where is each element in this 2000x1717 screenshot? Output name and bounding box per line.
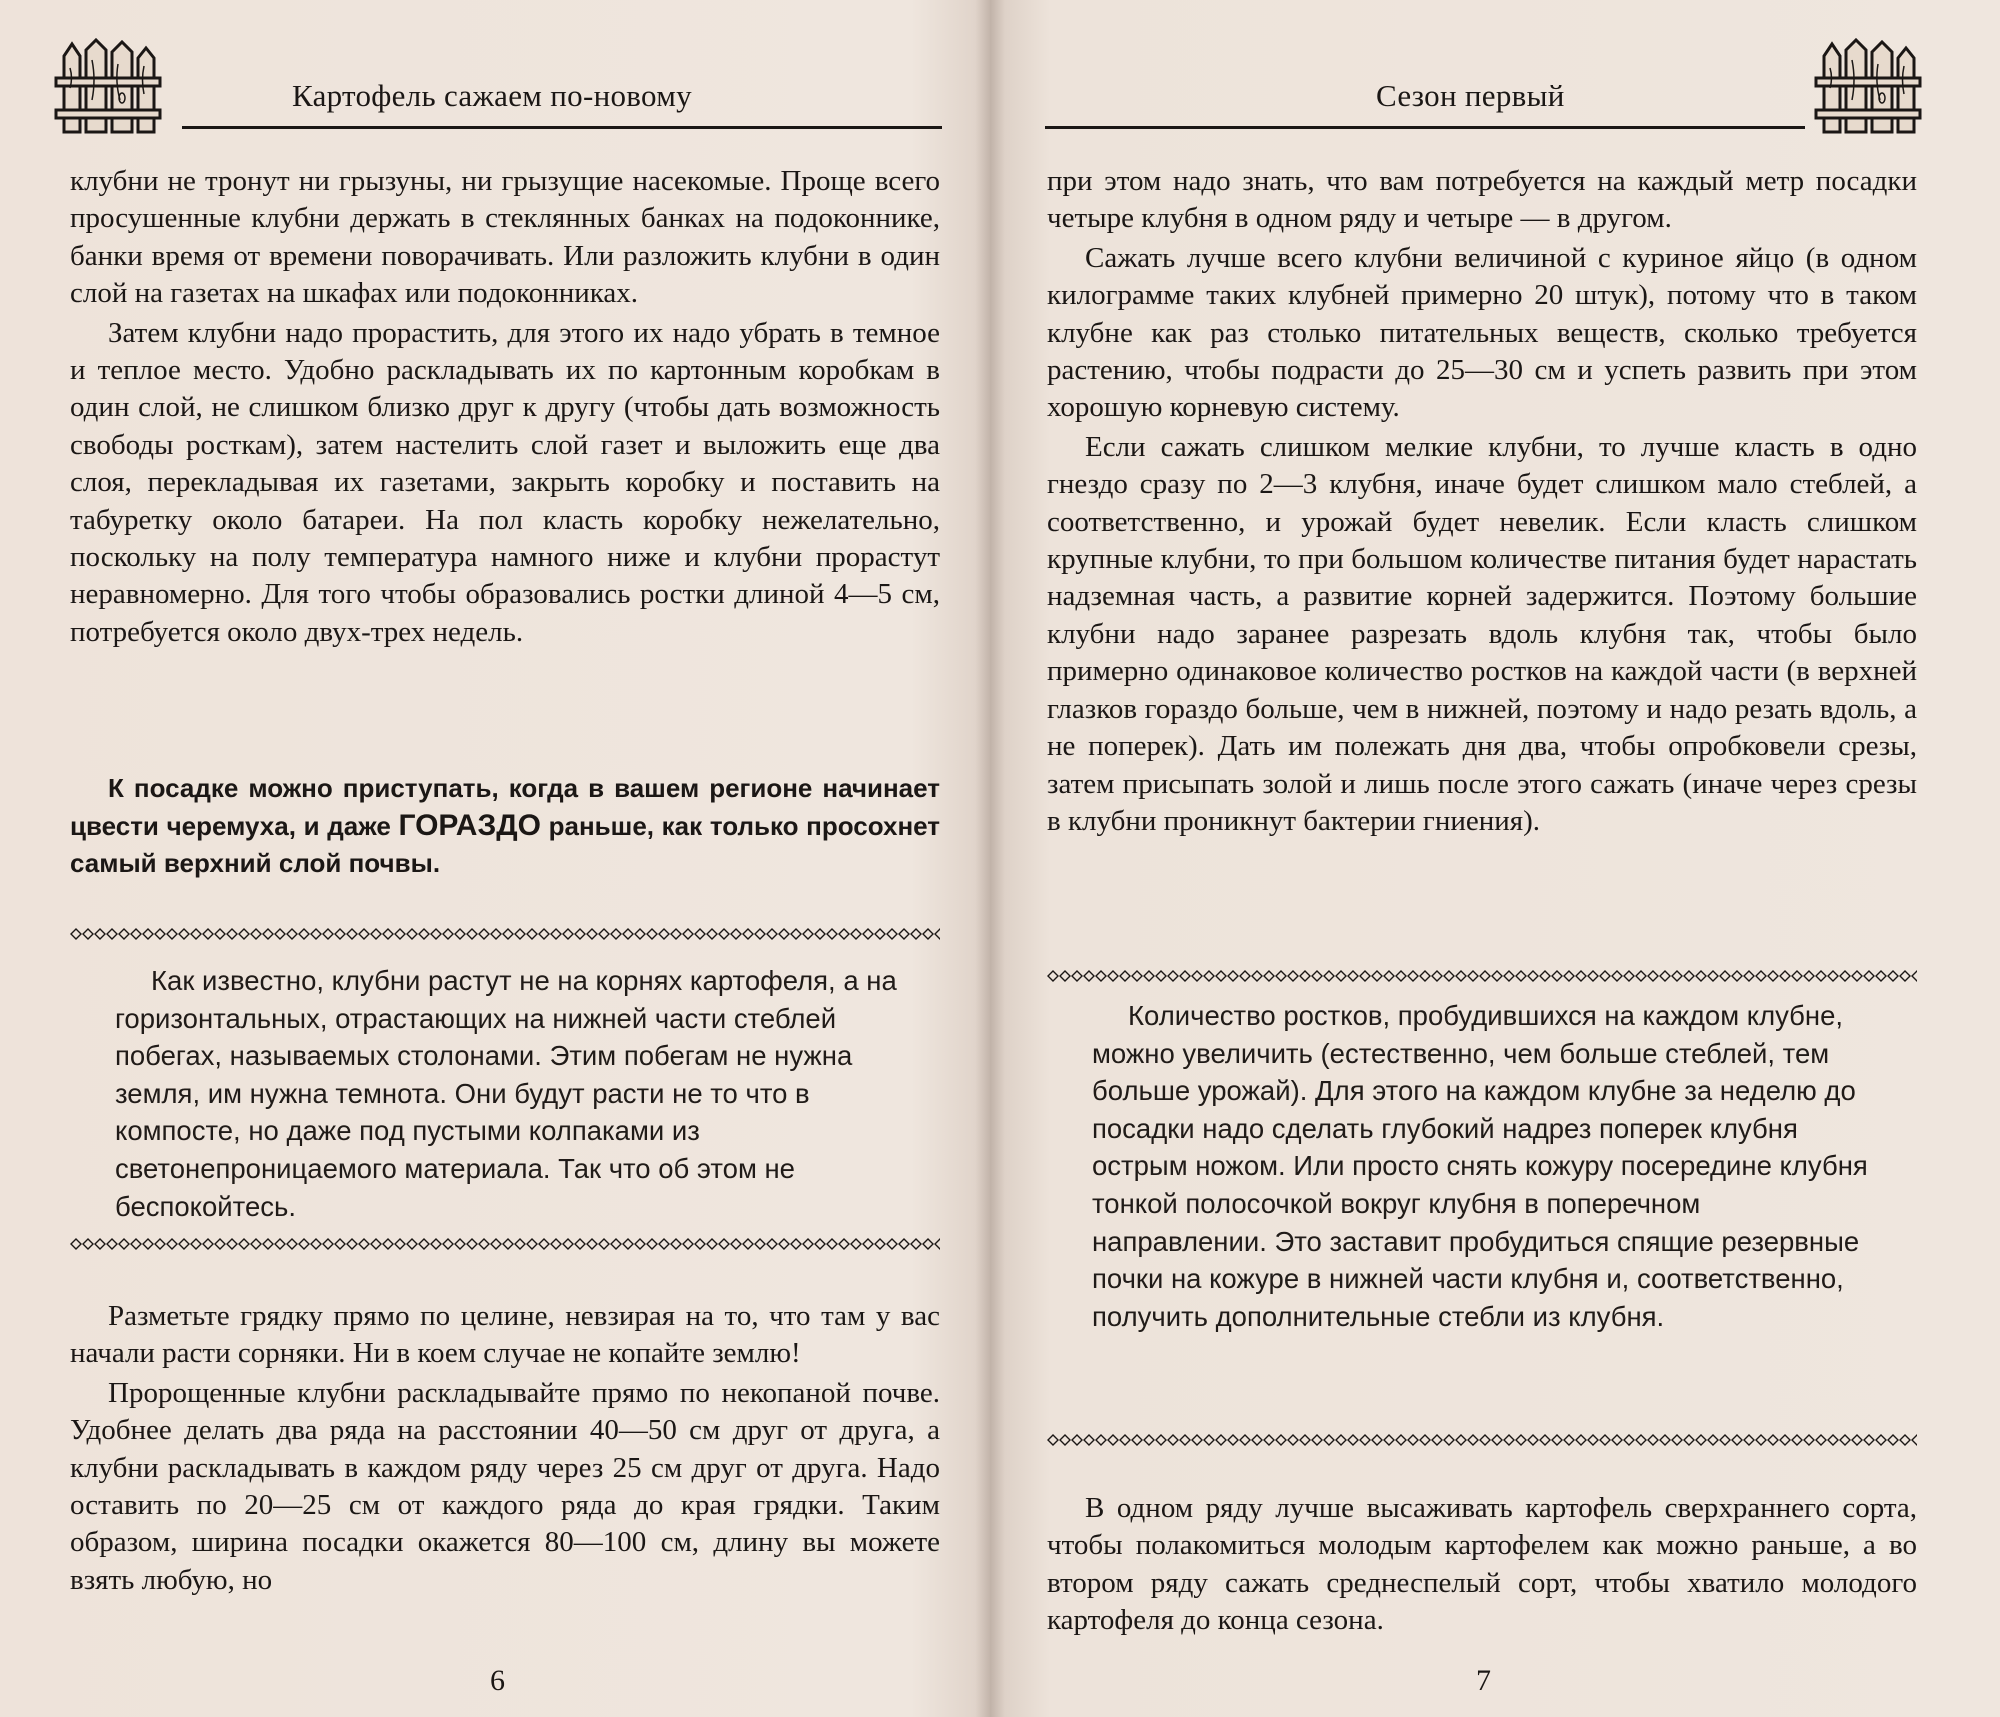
paragraph: Если сажать слишком мелкие клубни, то лучше класть в одно гнездо сразу по 2—3 клубня, иначе будет слишком мало стеблей, а соответственно, и урожай будет невелик. Если класть слишком крупные клубни, то при большом количестве питания будет нарастать надземная часть, а развитие корней задержится. Поэтому большие клубни надо заранее разрезать вдоль клубня так, чтобы было примерно одинаковое количество ростков на каждой части (в верхней глазков гораздо больше, чем в нижней, поэтому и надо резать вдоль, а не поперек). Дать им полежать дня два, чтобы опробковели срезы, затем присыпать золой и лишь после этого сажать (иначе через срезы в клубни проникнут бактерии гниения). (1047, 430, 1917, 837)
sidebar-note (115, 962, 905, 1225)
diamond-divider (1047, 970, 1917, 982)
highlight-paragraph (70, 770, 940, 882)
left-body-bottom (70, 1298, 940, 1599)
sidebar-text: Количество ростков, пробудившихся на каждом клубне, можно увеличить (естественно, чем больше стеблей, тем больше урожай). Для этого на каждом клубне за неделю до посадки надо сделать глубокий надрез поперек клубня острым ножом. Или просто снять кожуру посередине клубня тонкой полосочкой вокруг клубня в поперечном направлении. Это заставит пробудиться спящие резервные почки на кожуре в нижней части клубня и, соответственно, получить дополнительные стебли из клубня. (1092, 1000, 1868, 1332)
right-body-top (1047, 163, 1917, 840)
highlight-text: К посадке можно приступать, когда в вашем регионе начинает цвести черемуха, и даже (70, 773, 940, 841)
running-head: Сезон первый (1376, 78, 1565, 113)
diamond-divider (70, 928, 940, 940)
diamond-divider (70, 1238, 940, 1250)
header-rule (1045, 126, 1805, 129)
running-head: Картофель сажаем по-новому (292, 78, 692, 113)
page-number: 7 (1476, 1664, 1491, 1697)
paragraph: Сажать лучше всего клубни величиной с куриное яйцо (в одном килограмме таких клубней примерно 20 штук), потому что в таком клубне как раз столько питательных веществ, сколько требуется растению, чтобы подрасти до 25—30 см и успеть развить при этом хорошую корневую систему. (1047, 241, 1917, 424)
left-body-top (70, 163, 940, 651)
paragraph: клубни не тронут ни грызуны, ни грызущие насекомые. Проще всего просушенные клубни держать в стеклянных банках на подоконнике, банки время от времени поворачивать. Или разложить клубни в один слой на газетах на шкафах или подоконниках. (70, 165, 940, 310)
page-number: 6 (490, 1664, 505, 1697)
highlight-text: раньше, как только просохнет самый верхний слой почвы. (70, 811, 940, 878)
paragraph: Пророщенные клубни раскладывайте прямо по некопаной почве. Удобнее делать два ряда на расстоянии 40—50 см друг от друга, а клубни раскладывать в каждом ряду через 25 см друг от друга. Надо оставить по 20—25 см от каждого ряда до края грядки. Таким образом, ширина посадки окажется 80—100 см, длину вы можете взять любую, но (70, 1376, 940, 1596)
paragraph: Затем клубни надо прорастить, для этого их надо убрать в темное и теплое место. Удобно раскладывать их по картонным коробкам в один слой, не слишком близко друг к другу (чтобы дать возможность свободы росткам), затем настелить слой газет и выложить еще два слоя, перекладывая их газетами, закрыть коробку и поставить на табуретку около батареи. На пол класть коробку нежелательно, поскольку на полу температура намного ниже и клубни прорастут неравномерно. Для того чтобы образовались ростки длиной 4—5 см, потребуется около двух-трех недель. (70, 316, 940, 648)
sidebar-note (1092, 997, 1882, 1335)
header-rule (182, 126, 942, 129)
highlight-emphasis: ГОРАЗДО (398, 809, 541, 842)
wooden-fence-icon (1812, 38, 1922, 138)
wooden-fence-icon (52, 38, 162, 138)
paragraph: Разметьте грядку прямо по целине, невзирая на то, что там у вас начали расти сорняки. Ни в коем случае не копайте землю! (70, 1300, 940, 1370)
paragraph: В одном ряду лучше высаживать картофель сверхраннего сорта, чтобы полакомиться молодым картофелем как можно раньше, а во втором ряду сажать среднеспелый сорт, чтобы хватило молодого картофеля до конца сезона. (1047, 1492, 1917, 1637)
book-gutter (975, 0, 1005, 1717)
sidebar-text: Как известно, клубни растут не на корнях картофеля, а на горизонтальных, отрастающих на нижней части стеблей побегах, называемых столонами. Этим побегам не нужна земля, им нужна темнота. Они будут расти не то что в компосте, но даже под пустыми колпаками из светонепроницаемого материала. Так что об этом не беспокойтесь. (115, 965, 897, 1222)
right-body-bottom (1047, 1490, 1917, 1640)
paragraph: при этом надо знать, что вам потребуется на каждый метр посадки четыре клубня в одном ряду и четыре — в другом. (1047, 165, 1917, 235)
diamond-divider (1047, 1434, 1917, 1446)
